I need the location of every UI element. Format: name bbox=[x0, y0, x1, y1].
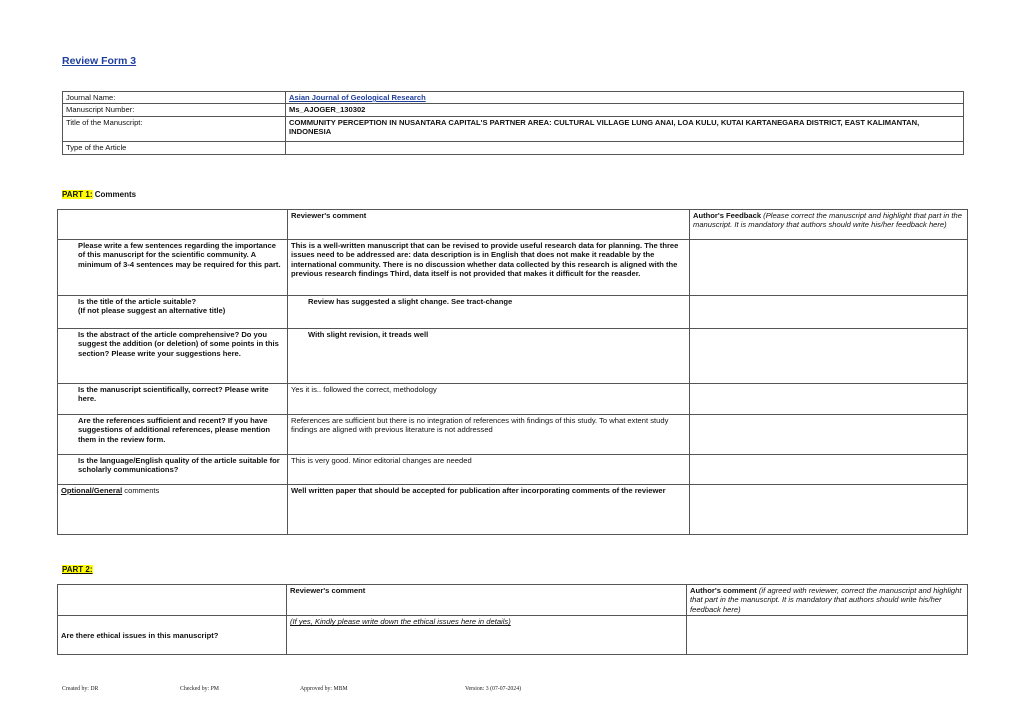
question-importance: Please write a few sentences regarding the importance of this manuscript for the scientific community. A minimum of 3-4 sentences may be required for this part. bbox=[58, 240, 288, 296]
table-row bbox=[58, 296, 968, 329]
part1-heading bbox=[62, 190, 136, 199]
author-feedback-cell[interactable] bbox=[690, 415, 968, 455]
author-feedback-cell[interactable] bbox=[690, 485, 968, 535]
comment-ethical: (If yes, Kindly please write down the ethical issues here in details) bbox=[287, 616, 687, 655]
comment-scientific: Yes it is.. followed the correct, methodology bbox=[288, 384, 690, 415]
part2-author-header: Author's comment (if agreed with reviewer, correct the manuscript and highlight that part in the manuscript. It is mandatory that authors should write his/her feedback here) bbox=[687, 585, 968, 616]
question-scientific: Is the manuscript scientifically, correct? Please write here. bbox=[58, 384, 288, 415]
part2-table bbox=[57, 584, 968, 655]
part1-reviewer-header: Reviewer's comment bbox=[288, 210, 690, 240]
author-feedback-cell[interactable] bbox=[690, 455, 968, 485]
optional-comments-label: Optional/General comments bbox=[58, 485, 288, 535]
table-row bbox=[58, 415, 968, 455]
manuscript-number: Ms_AJOGER_130302 bbox=[286, 104, 964, 116]
question-title: Is the title of the article suitable? (If not please suggest an alternative title) bbox=[58, 296, 288, 329]
part2-label: PART 2: bbox=[62, 565, 93, 574]
part2-empty-header bbox=[58, 585, 287, 616]
question-abstract: Is the abstract of the article comprehensive? Do you suggest the addition (or deletion) of some points in this section? Please write your suggestions here. bbox=[58, 329, 288, 384]
part1-table bbox=[57, 209, 968, 535]
type-label: Type of the Article bbox=[63, 141, 286, 154]
author-feedback-cell[interactable] bbox=[690, 296, 968, 329]
comment-abstract: With slight revision, it treads well bbox=[288, 329, 690, 384]
table-row bbox=[58, 329, 968, 384]
author-feedback-cell[interactable] bbox=[690, 329, 968, 384]
part2-heading bbox=[62, 565, 93, 574]
article-type-value[interactable] bbox=[286, 141, 964, 154]
part2-reviewer-header: Reviewer's comment bbox=[287, 585, 687, 616]
title-label: Title of the Manuscript: bbox=[63, 116, 286, 141]
comment-references: References are sufficient but there is no integration of references with findings of this study. To what extent study findings are aligned with previous literature is not addressed bbox=[288, 415, 690, 455]
table-row bbox=[58, 485, 968, 535]
question-references: Are the references sufficient and recent? If you have suggestions of additional references, please mention them in the review form. bbox=[58, 415, 288, 455]
part1-empty-header bbox=[58, 210, 288, 240]
comment-language: This is very good. Minor editorial changes are needed bbox=[288, 455, 690, 485]
table-row bbox=[58, 616, 968, 655]
author-feedback-cell[interactable] bbox=[690, 384, 968, 415]
author-comment-cell[interactable] bbox=[687, 616, 968, 655]
part1-suffix: Comments bbox=[92, 190, 137, 199]
author-feedback-cell[interactable] bbox=[690, 240, 968, 296]
footer-approved: Approved by: MBM bbox=[300, 686, 348, 692]
question-language: Is the language/English quality of the article suitable for scholarly communications? bbox=[58, 455, 288, 485]
table-row bbox=[58, 240, 968, 296]
manuscript-info-table bbox=[62, 91, 964, 155]
footer-checked: Checked by: PM bbox=[180, 686, 219, 692]
question-ethical: Are there ethical issues in this manuscript? bbox=[58, 616, 287, 655]
manuscript-title: COMMUNITY PERCEPTION IN NUSANTARA CAPITAL'S PARTNER AREA: CULTURAL VILLAGE LUNG ANAI, LOA KULU, KUTAI KARTANEGARA DISTRICT, EAST KALIMANTAN, INDONESIA bbox=[286, 116, 964, 141]
part1-label: PART 1: bbox=[62, 190, 93, 199]
part1-author-header: Author's Feedback (Please correct the manuscript and highlight that part in the manuscript. It is mandatory that authors should write his/her feedback here) bbox=[690, 210, 968, 240]
footer-created: Created by: DR bbox=[62, 686, 99, 692]
comment-importance: This is a well-written manuscript that can be revised to provide useful research data for planning. The three issues need to be addressed are: data description is in English that does not make it readable by the international community. There is no discussion whether data collected by this research is aligned with the previous research findings Third, data itself is not provided that makes it difficult for the reasder. bbox=[288, 240, 690, 296]
optional-comment: Well written paper that should be accepted for publication after incorporating comments of the reviewer bbox=[288, 485, 690, 535]
table-row bbox=[58, 384, 968, 415]
form-title: Review Form 3 bbox=[62, 55, 137, 67]
journal-label: Journal Name: bbox=[63, 92, 286, 104]
footer-version: Version: 3 (07-07-2024) bbox=[465, 686, 522, 692]
journal-link[interactable]: Asian Journal of Geological Research bbox=[289, 93, 426, 102]
manuscript-label: Manuscript Number: bbox=[63, 104, 286, 116]
table-row bbox=[58, 455, 968, 485]
comment-title: Review has suggested a slight change. See tract-change bbox=[288, 296, 690, 329]
